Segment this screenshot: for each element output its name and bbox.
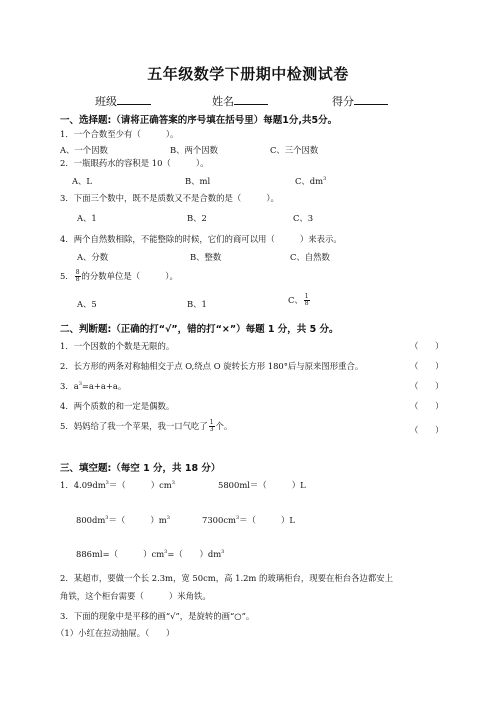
s1-q4-a: A、分数 [77, 252, 109, 262]
s2-q3-answer[interactable]: （ ） [410, 381, 444, 391]
s2-q5-den: 3 [209, 426, 214, 433]
s1-q3-a: A、1 [77, 213, 97, 223]
name-label: 姓名 [212, 95, 234, 108]
s3-q1-line1a [60, 479, 175, 491]
s3-l3-pre: 886ml=（ ）cm [76, 549, 165, 559]
s1-q1-c: C、三个因数 [270, 145, 319, 155]
s1-q3: 3．下面三个数中，既不是质数又不是合数的是（ ）。 [60, 193, 279, 203]
s3-l2a-sup2: 3 [166, 515, 170, 522]
s1-q5-den: 8 [75, 276, 80, 283]
s2-q3-pre: 3．a [60, 381, 79, 391]
s1-q3-b: B、2 [187, 213, 207, 223]
s3-q1-line1b: 5800ml＝（ ）L [218, 480, 306, 490]
s3-l1a-sup1: 3 [105, 480, 109, 487]
s1-q4: 4．两个自然数相除，不能整除的时候，它们的商可以用（ ）来表示。 [60, 234, 342, 244]
s2-q4-answer[interactable]: （ ） [410, 401, 444, 411]
page-title: 五年级数学下册期中检测试卷 [147, 65, 349, 83]
s3-l2a-post: ＝（ ）m [108, 515, 167, 525]
s2-q5-fraction [209, 420, 215, 433]
s1-q5 [60, 270, 178, 283]
s3-q1-line3 [76, 548, 224, 560]
section3-heading: 三、填空题:（每空 1 分，共 18 分） [60, 463, 221, 474]
s1-q5-c-den: 8 [304, 300, 309, 307]
s1-q5-c-fraction [304, 294, 310, 307]
s3-l2b-pre: 7300cm [202, 515, 236, 525]
s1-q5-prefix: 5． [60, 271, 74, 281]
class-field [95, 93, 151, 109]
score-blank[interactable] [354, 93, 388, 105]
s1-q1: 1．一个合数至少有（ ）。 [60, 129, 179, 139]
s2-q5-pre: 5．妈妈给了我一个苹果，我一口气吃了 [60, 421, 208, 431]
s3-l3-mid: =（ ）dm [167, 549, 222, 559]
s2-q1-answer[interactable]: （ ） [410, 341, 444, 351]
s3-q2-line1: 2．某超市，要做一个长 2.3m，宽 50cm，高 1.2m 的玻璃柜台，现要在柜台各边都安上 [60, 573, 394, 583]
s2-q5-post: 个。 [215, 421, 233, 431]
s1-q1-b: B、两个因数 [170, 145, 219, 155]
name-blank[interactable] [234, 93, 268, 105]
section1-heading: 一、选择题:（请将正确答案的序号填在括号里）每题1分,共5分。 [60, 115, 338, 126]
s1-q5-c-prefix: C、 [288, 295, 303, 305]
s3-l2b-post: ＝（ ）L [239, 515, 295, 525]
section2-heading: 二、判断题:（正确的打“√”，错的打“×”）每题 1 分，共 5 分。 [60, 324, 339, 335]
s3-l2a-sup1: 3 [105, 515, 109, 522]
s2-q2-answer[interactable]: （ ） [410, 361, 444, 371]
s1-q5-b: B、1 [187, 299, 207, 309]
s1-q2-b: B、ml [185, 176, 211, 186]
s1-q2-c-text: C、dm [295, 176, 324, 186]
s1-q2: 2．一瓶眼药水的容积是 10（ ）。 [60, 158, 209, 168]
score-label: 得分 [332, 95, 354, 108]
s2-q2: 2．长方形的两条对称轴相交于点 O,绕点 O 旋转长方形 180°后与原来图形重合。 [60, 361, 364, 371]
score-field [332, 93, 388, 109]
s3-q3-sub1: （1）小红在拉动抽屉。（ ） [56, 628, 175, 638]
s3-l1a-pre: 1．4.09dm [60, 480, 106, 490]
s2-q5-num: 1 [209, 419, 214, 426]
s1-q5-c-num: 1 [304, 293, 309, 300]
s1-q5-c [288, 294, 311, 307]
s1-q1-a: A、一个因数 [60, 145, 108, 155]
s3-q1-line2a [76, 514, 170, 526]
s1-q5-num: 8 [75, 269, 80, 276]
s3-l1a-post: ＝（ ）cm [108, 480, 172, 490]
s1-q3-c: C、3 [293, 213, 314, 223]
s1-q2-c [295, 175, 326, 187]
class-label: 班级 [95, 95, 117, 108]
s1-q4-c: C、自然数 [290, 252, 330, 262]
s3-l2b-sup: 3 [235, 515, 240, 522]
s3-l3-sup2: 3 [221, 549, 225, 556]
s1-q4-b: B、整数 [190, 252, 222, 262]
s2-q5-answer[interactable]: （ ） [410, 425, 444, 435]
name-field [212, 93, 268, 109]
s1-q5-fraction [75, 270, 81, 283]
s3-q2-line2: 角铁，这个柜台需要（ ）米角铁。 [60, 591, 211, 601]
s2-q4: 4．两个质数的和一定是偶数。 [60, 401, 175, 411]
s3-l2a-pre: 800dm [76, 515, 106, 525]
s1-q5-text: 的分数单位是（ ）。 [81, 271, 178, 281]
s2-q3-post: =a+a+a。 [81, 381, 127, 391]
s1-q2-c-sup: 3 [323, 176, 327, 183]
s2-q1: 1．一个因数的个数是无限的。 [60, 341, 175, 351]
s2-q3 [60, 380, 126, 392]
s1-q2-a: A、L [72, 176, 92, 186]
s3-q3-line: 3．下面的现象中是平移的画“√”，是旋转的画“○”。 [60, 611, 255, 621]
s2-q5 [60, 420, 232, 433]
s2-q3-sup: 3 [78, 381, 82, 388]
s3-l3-sup1: 3 [164, 549, 168, 556]
s3-l1a-sup2: 3 [171, 480, 175, 487]
s3-q1-line2b [202, 514, 295, 526]
class-blank[interactable] [117, 93, 151, 105]
s1-q5-a: A、5 [77, 299, 97, 309]
